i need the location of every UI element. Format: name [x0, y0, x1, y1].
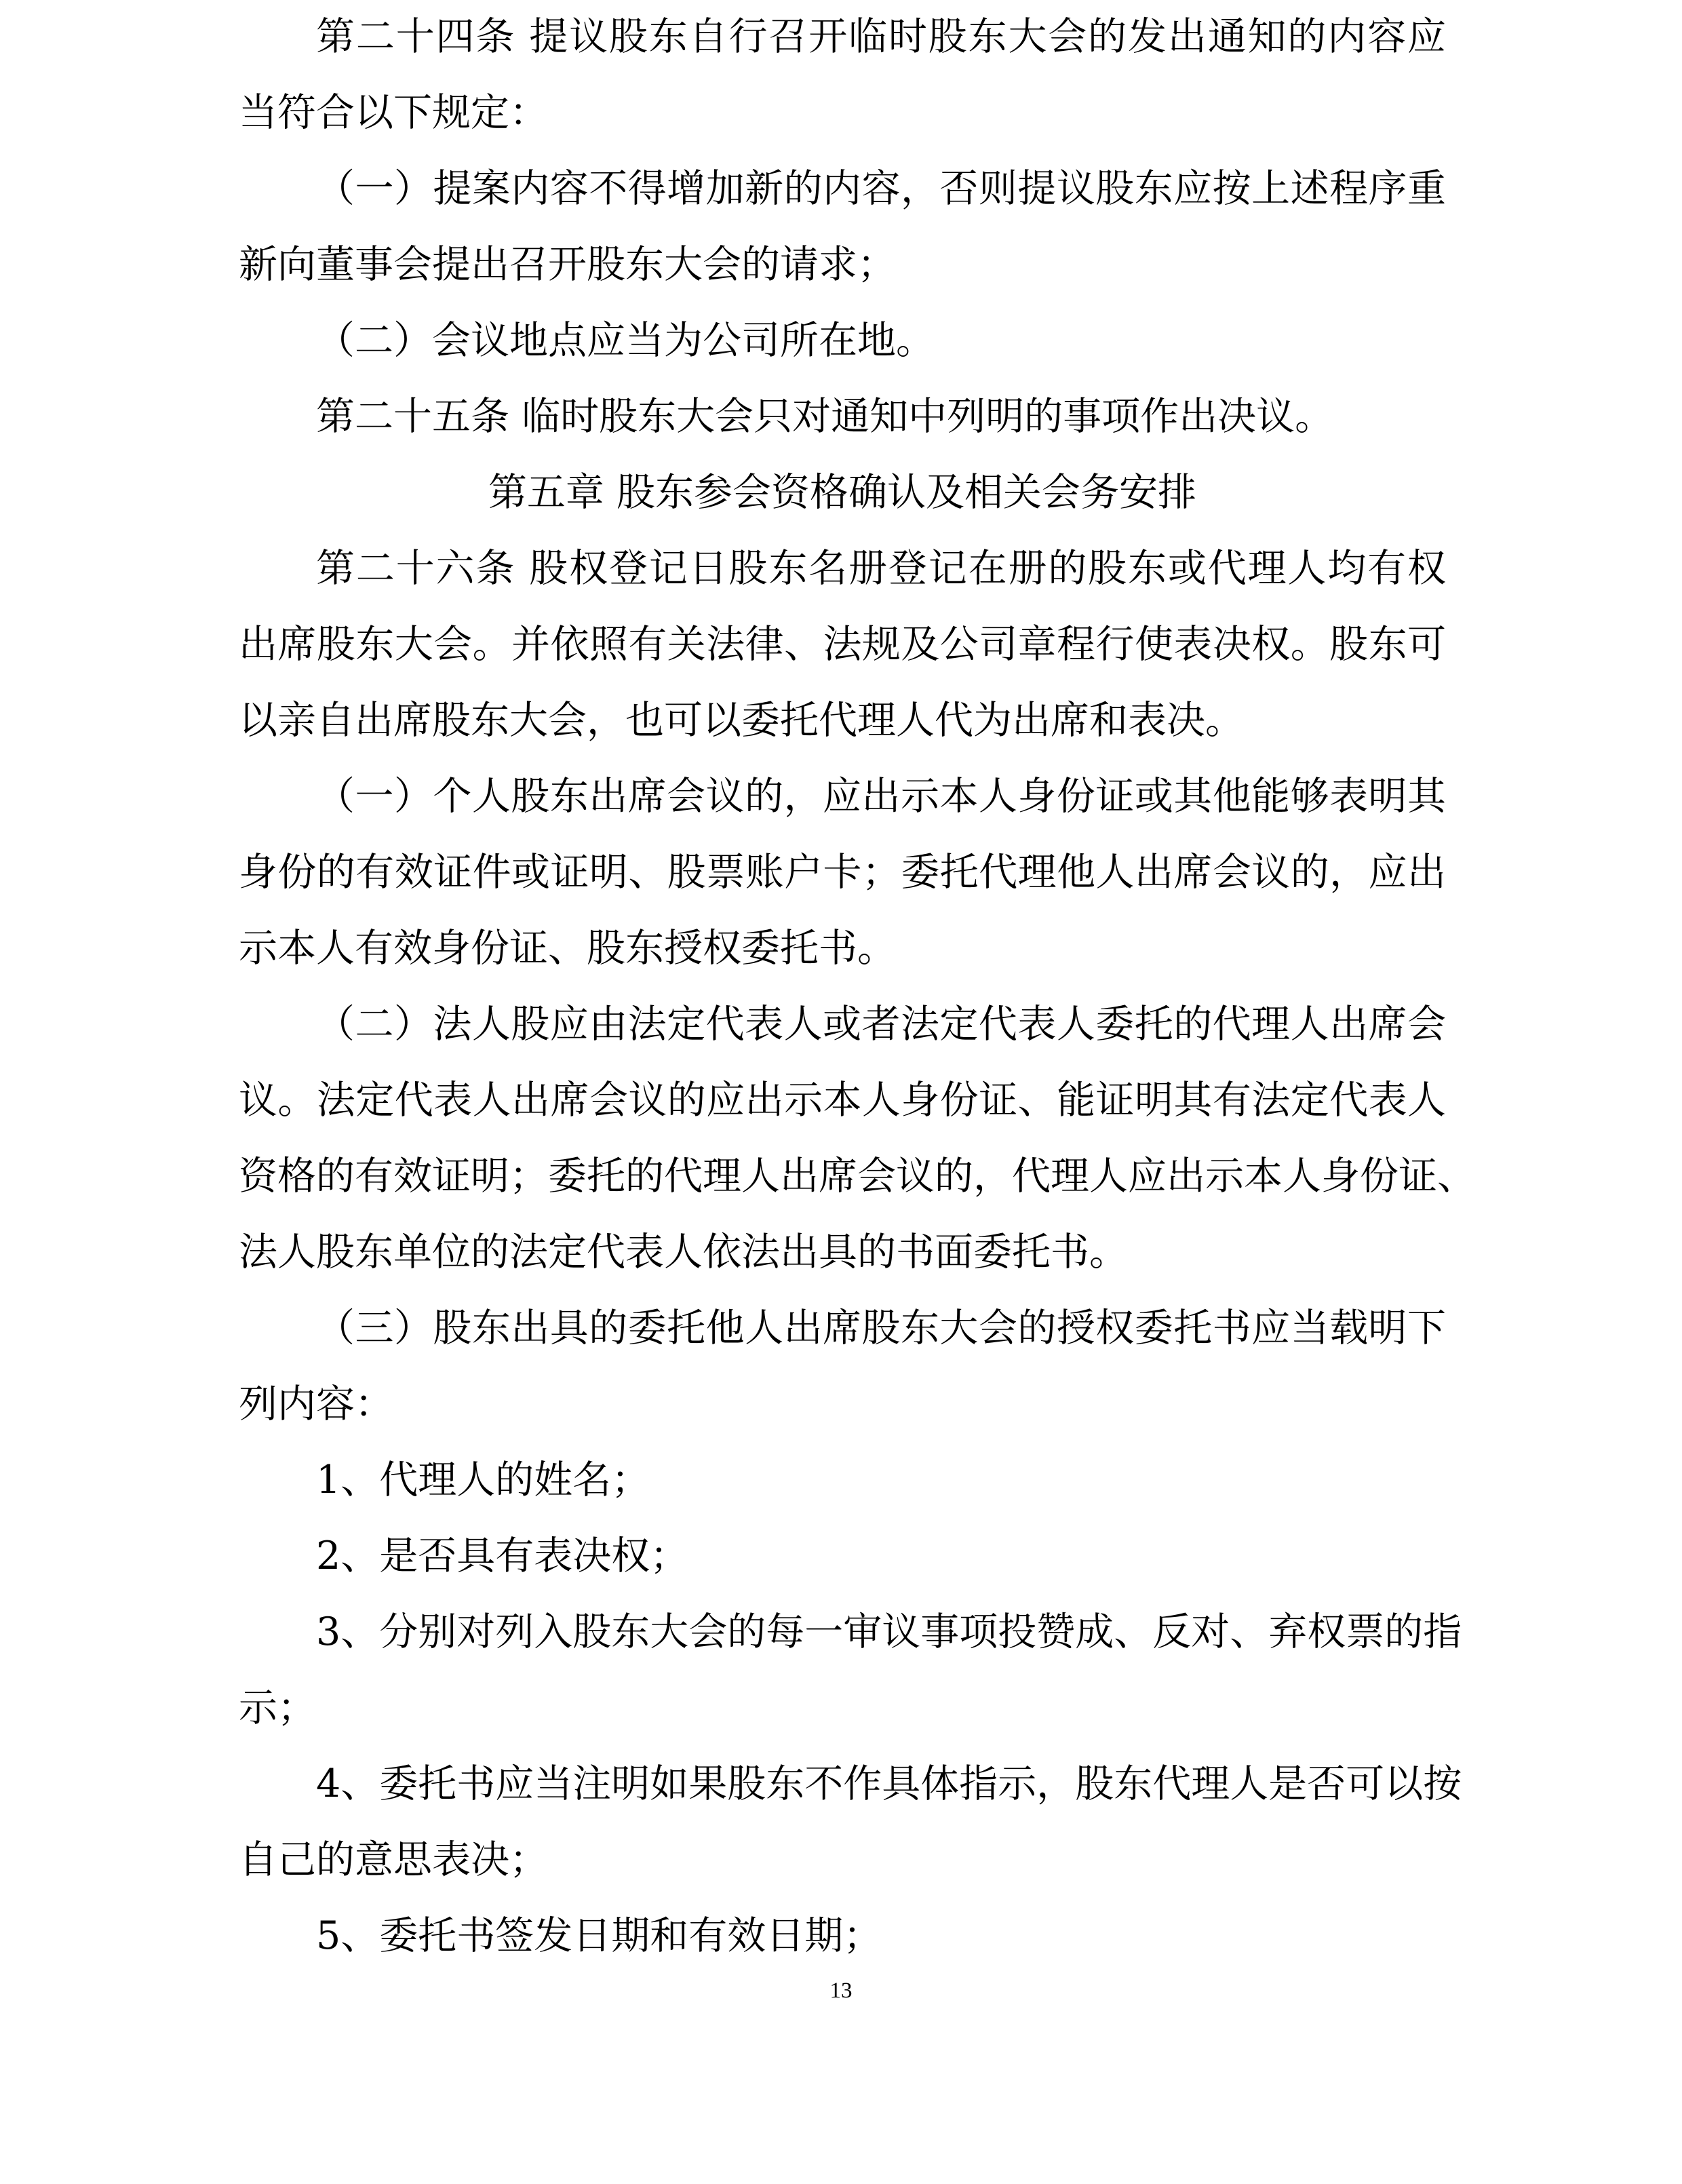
text-line: 身份的有效证件或证明、股票账户卡；委托代理他人出席会议的，应出 — [239, 850, 1446, 895]
text-line: （一）提案内容不得增加新的内容，否则提议股东应按上述程序重 — [316, 166, 1446, 211]
text-line: 第二十四条 提议股东自行召开临时股东大会的发出通知的内容应 — [316, 14, 1446, 59]
text-line: 议。法定代表人出席会议的应出示本人身份证、能证明其有法定代表人 — [239, 1078, 1446, 1123]
text-line: （二）法人股应由法定代表人或者法定代表人委托的代理人出席会 — [316, 1002, 1446, 1047]
page-number: 13 — [829, 1978, 853, 2003]
text-line: 当符合以下规定： — [239, 90, 548, 135]
chapter-heading: 第五章 股东参会资格确认及相关会务安排 — [488, 470, 1197, 515]
list-item: 1、代理人的姓名； — [316, 1458, 650, 1502]
document-body — [239, 0, 1476, 1974]
text-line: （一）个人股东出席会议的，应出示本人身份证或其他能够表明其 — [316, 774, 1446, 819]
text-line: 以亲自出席股东大会，也可以委托代理人代为出席和表决。 — [239, 698, 1244, 743]
list-item: 2、是否具有表决权； — [316, 1534, 689, 1578]
text-line: 第二十五条 临时股东大会只对通知中列明的事项作出决议。 — [316, 394, 1334, 439]
list-item: 4、委托书应当注明如果股东不作具体指示，股东代理人是否可以按 — [316, 1761, 1462, 1806]
text-line: （二）会议地点应当为公司所在地。 — [316, 318, 935, 363]
text-line: 自己的意思表决； — [239, 1837, 548, 1882]
text-line: （三）股东出具的委托他人出席股东大会的授权委托书应当载明下 — [316, 1306, 1446, 1350]
text-line: 出席股东大会。并依照有关法律、法规及公司章程行使表决权。股东可 — [239, 622, 1446, 667]
list-item: 3、分别对列入股东大会的每一审议事项投赞成、反对、弃权票的指 — [316, 1610, 1462, 1654]
text-line: 新向董事会提出召开股东大会的请求； — [239, 242, 896, 287]
text-line: 示； — [239, 1685, 316, 1730]
text-line: 列内容： — [239, 1382, 393, 1426]
text-line: 示本人有效身份证、股东授权委托书。 — [239, 926, 896, 971]
text-line: 第二十六条 股权登记日股东名册登记在册的股东或代理人均有权 — [316, 546, 1446, 591]
text-line: 法人股东单位的法定代表人依法出具的书面委托书。 — [239, 1230, 1128, 1274]
text-line: 资格的有效证明；委托的代理人出席会议的，代理人应出示本人身份证、 — [239, 1154, 1476, 1198]
list-item: 5、委托书签发日期和有效日期； — [316, 1913, 882, 1958]
